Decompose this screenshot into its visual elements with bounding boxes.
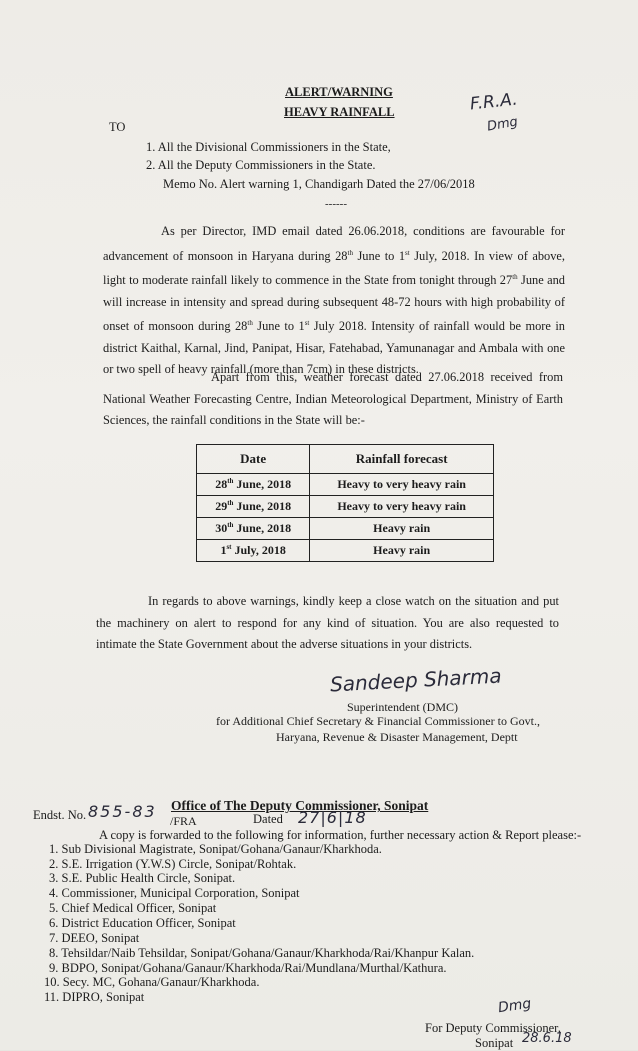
table-row: [197, 540, 494, 562]
list-item: 10. Secy. MC, Gohana/Ganaur/Kharkhoda.: [44, 975, 260, 989]
para3-text: In regards to above warnings, kindly keep a close watch on the situation and put the machinery on alert to respond for any kind of situation. You are also requested to intimate the State Government about the adverse situations in your districts.: [96, 594, 559, 651]
signatory-line-2: Haryana, Revenue & Disaster Management, Deptt: [276, 730, 518, 744]
footer-line-1: For Deputy Commissioner,: [425, 1021, 561, 1035]
forecast-value-cell: Heavy to very heavy rain: [310, 496, 494, 518]
forecast-date-cell: 29th June, 2018: [197, 496, 310, 518]
rainfall-forecast-table: [196, 444, 494, 562]
list-item: 3. S.E. Public Health Circle, Sonipat.: [49, 871, 236, 885]
alert-subtitle: HEAVY RAINFALL: [284, 105, 395, 119]
table-row: [197, 518, 494, 540]
list-item: 7. DEEO, Sonipat: [49, 931, 140, 945]
list-item: 6. District Education Officer, Sonipat: [49, 916, 236, 930]
list-item: 9. BDPO, Sonipat/Gohana/Ganaur/Kharkhoda/Rai/Mundlana/Murthal/Kathura.: [49, 961, 447, 975]
list-item: 5. Chief Medical Officer, Sonipat: [49, 901, 217, 915]
body-paragraph-2: [103, 367, 563, 432]
list-item: 4. Commissioner, Municipal Corporation, Sonipat: [49, 886, 300, 900]
forecast-value-cell: Heavy to very heavy rain: [310, 474, 494, 496]
body-paragraph-3: [96, 591, 559, 656]
para1-text: As per Director, IMD email dated 26.06.2018, conditions are favourable for advancement of monsoon in Haryana during 28th June to 1st July, 2018. In view of above, light to moderate rainfall likely to commence in the State from tonight through 27th June and will increase in intensity and spread during subsequent 48-72 hours with high probability of onset of monsoon during 28th June to 1st July 2018. Intensity of rainfall would be more in district Kaithal, Karnal, Jind, Panipat, Hisar, Fatehabad, Yamunanagar and Ambala with one or two spell of heavy rainfall (more than 7cm) in these districts.: [103, 224, 566, 377]
forecast-value-cell: Heavy rain: [310, 518, 494, 540]
endst-suffix: /FRA: [170, 814, 197, 828]
office-heading: Office of The Deputy Commissioner, Sonipat: [171, 798, 429, 813]
endst-number: 855-83: [88, 802, 157, 821]
footer-handwritten-date: 28.6.18: [522, 1031, 572, 1046]
handwritten-note-fra: F.R.A.: [469, 89, 519, 115]
table-header-forecast: Rainfall forecast: [310, 445, 494, 474]
designation: Superintendent (DMC): [347, 700, 458, 714]
dated-label: Dated: [253, 812, 283, 826]
footer-initials: Dmg: [497, 995, 533, 1017]
to-label: TO: [109, 120, 126, 134]
list-item: 2. S.E. Irrigation (Y.W.S) Circle, Sonipat/Rohtak.: [49, 857, 297, 871]
signature: Sandeep Sharma: [329, 663, 503, 697]
table-header-date: Date: [197, 445, 310, 474]
signatory-line-1: for Additional Chief Secretary & Financial Commissioner to Govt.,: [216, 714, 540, 728]
list-item: 1. Sub Divisional Magistrate, Sonipat/Gohana/Ganaur/Kharkhoda.: [49, 842, 382, 856]
forecast-date-cell: 30th June, 2018: [197, 518, 310, 540]
table-row: [197, 474, 494, 496]
forecast-date-cell: 1st July, 2018: [197, 540, 310, 562]
memo-line: Memo No. Alert warning 1, Chandigarh Dated the 27/06/2018: [163, 177, 475, 191]
forecast-value-cell: Heavy rain: [310, 540, 494, 562]
list-item: 11. DIPRO, Sonipat: [44, 990, 145, 1004]
dated-value: 27|6|18: [298, 808, 367, 827]
alert-title: ALERT/WARNING: [285, 85, 393, 99]
table-row: [197, 496, 494, 518]
recipient-line: 1. All the Divisional Commissioners in the State,: [146, 140, 391, 154]
forecast-date-cell: 28th June, 2018: [197, 474, 310, 496]
handwritten-note-initials: Dmg: [485, 114, 520, 135]
copy-forward-text: A copy is forwarded to the following for information, further necessary action & Report please:-: [99, 828, 582, 842]
recipient-line: 2. All the Deputy Commissioners in the State.: [146, 158, 376, 172]
footer-line-2: Sonipat: [475, 1036, 514, 1050]
list-item: 8. Tehsildar/Naib Tehsildar, Sonipat/Gohana/Ganaur/Kharkhoda/Rai/Khanpur Kalan.: [49, 946, 475, 960]
divider: ------: [325, 198, 347, 210]
endst-label: Endst. No.: [33, 808, 87, 822]
body-paragraph-1: [103, 221, 565, 381]
para2-text: Apart from this, weather forecast dated 27.06.2018 received from National Weather Forecasting Centre, Indian Meteorological Department, Ministry of Earth Sciences, the rainfall conditions in the State will be:-: [103, 370, 563, 427]
